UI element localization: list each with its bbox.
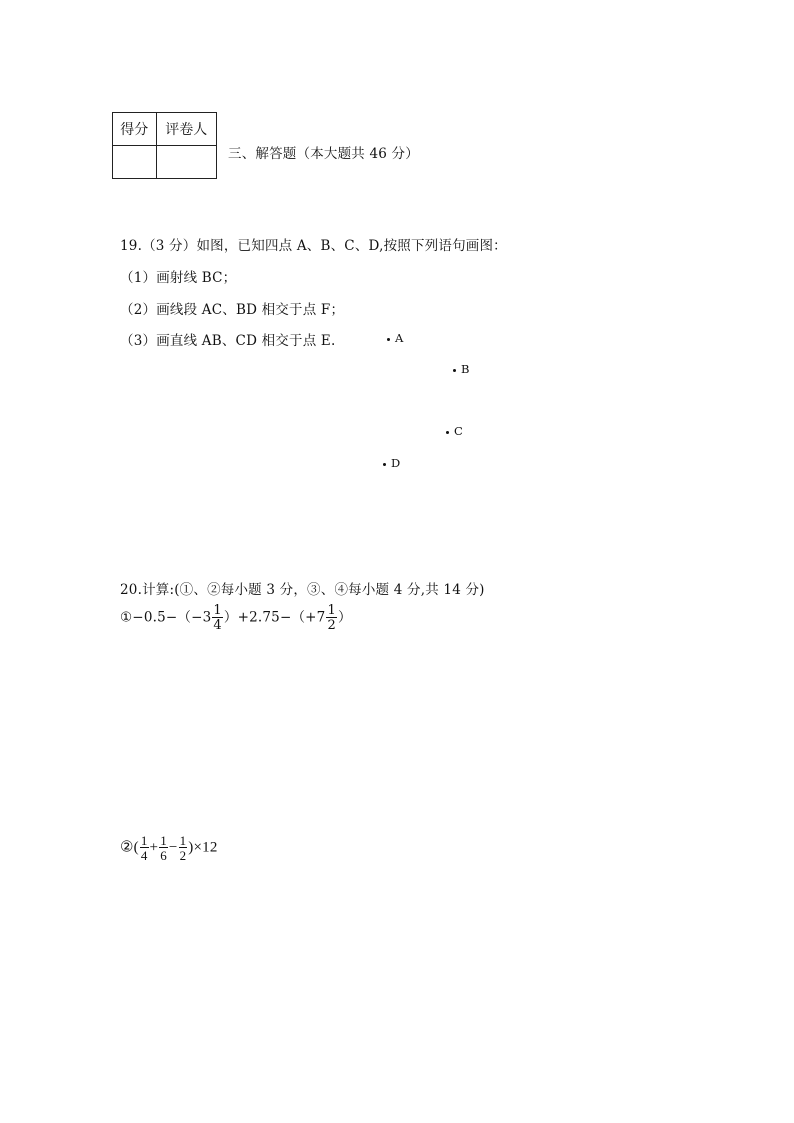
point-b-dot [453,369,456,372]
expr2-fraction-1 [140,834,149,862]
expr2-op1: + [149,839,159,856]
grader-header: 评卷人 [156,113,216,146]
q19-prompt: 19.（3 分）如图，已知四点 A、B、C、D,按照下列语句画图： [120,238,507,254]
grader-cell [156,146,216,179]
q20-expr-1 [120,604,352,632]
score-header: 得分 [113,113,157,146]
expr1-middle: ）+2.75−（+7 [223,609,326,626]
expr1-suffix: ） [337,609,352,626]
expr2-f2-den: 6 [160,848,167,863]
expr1-fraction-1 [212,604,222,632]
point-b-label: B [461,362,470,376]
q19-item-3: （3）画直线 AB、CD 相交于点 E. [120,333,336,349]
point-d-label: D [391,456,401,470]
point-b [453,362,469,376]
point-d-dot [383,463,386,466]
q20-prompt: 20.计算:(①、②每小题 3 分，③、④每小题 4 分,共 14 分) [120,582,485,598]
expr2-op2: − [168,839,178,856]
point-d [383,456,400,470]
expr2-f2-num: 1 [160,833,167,848]
point-a-label: A [395,331,404,345]
q19-item-1: （1）画射线 BC； [120,270,237,286]
point-a [387,331,403,345]
expr2-f3-num: 1 [179,833,187,848]
point-a-dot [387,338,390,341]
section-title: 三、解答题（本大题共 46 分） [228,146,419,162]
expr1-prefix: ①−0.5−（−3 [120,609,212,626]
expr1-f1-den: 4 [213,618,222,633]
expr2-suffix: )×12 [188,839,218,856]
point-c-label: C [454,424,463,438]
expr1-f2-num: 1 [327,603,336,618]
expr1-fraction-2 [326,604,336,632]
expr2-fraction-3 [179,834,188,862]
expr1-f2-den: 2 [327,618,336,633]
q19-item-2: （2）画线段 AC、BD 相交于点 F； [120,302,345,318]
score-table [112,112,217,179]
expr2-f1-num: 1 [140,833,148,848]
score-cell [113,146,157,179]
q20-expr-2 [120,834,218,862]
expr2-f3-den: 2 [179,848,187,863]
point-c [446,424,463,438]
expr2-fraction-2 [159,834,168,862]
expr1-f1-num: 1 [213,603,222,618]
expr2-prefix: ②( [120,839,139,856]
expr2-f1-den: 4 [140,848,148,863]
point-c-dot [446,431,449,434]
